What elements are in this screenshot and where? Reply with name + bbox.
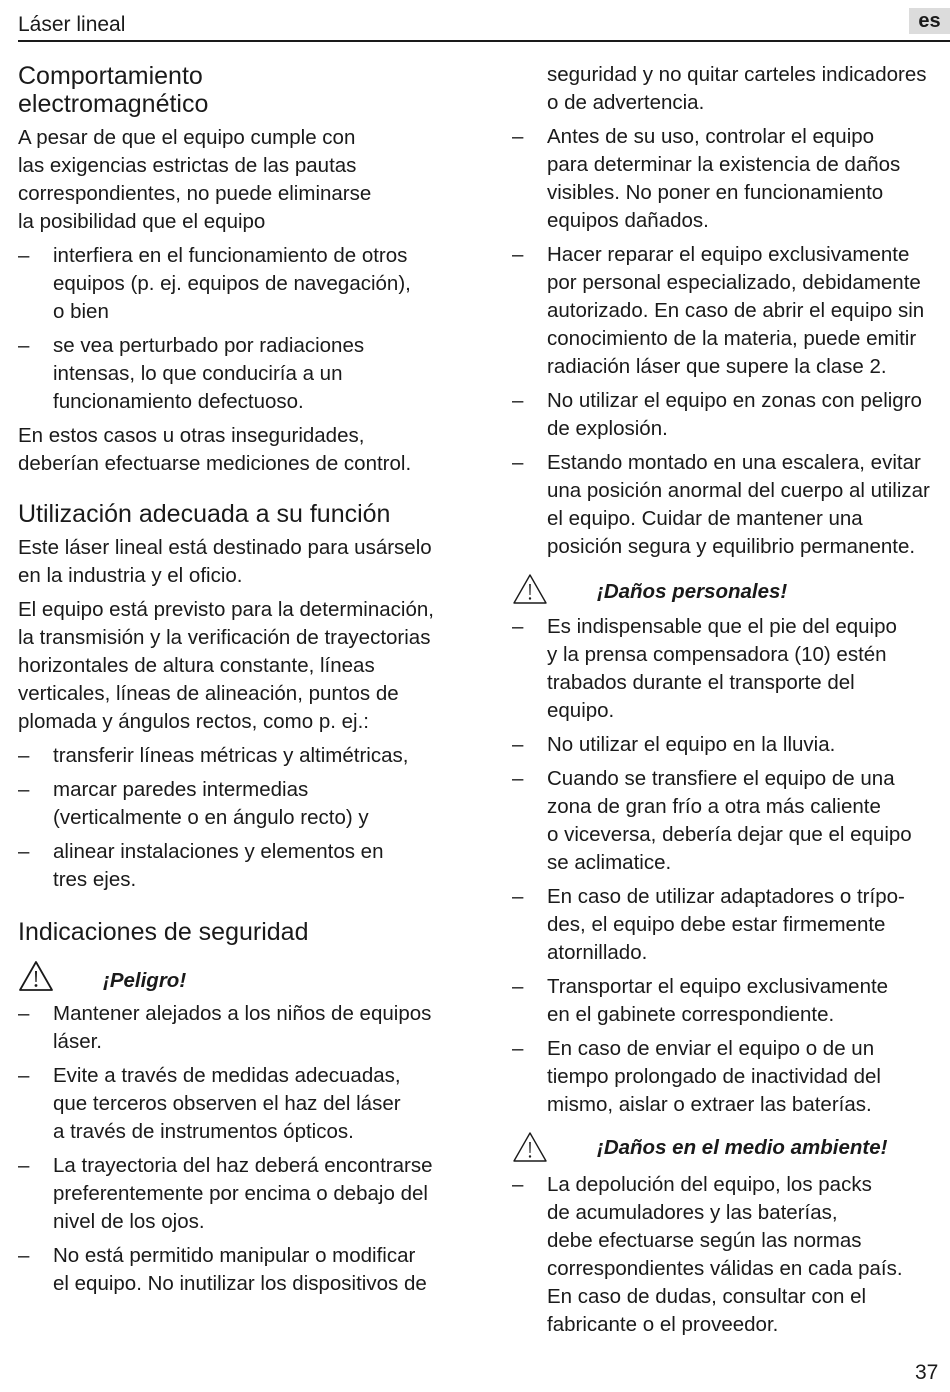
intended-use-para1: [18, 534, 458, 590]
list-item: [512, 387, 950, 443]
text-line: en la industria y el oficio.: [18, 564, 243, 587]
dash-bullet: –: [512, 243, 524, 266]
text-line: correspondientes válidas en cada país.: [547, 1257, 903, 1280]
list-item: [512, 449, 950, 561]
text-line: visibles. No poner en funcionamiento: [547, 181, 884, 204]
text-line: equipos (p. ej. equipos de navegación),: [53, 272, 411, 295]
text-line: Este láser lineal está destinado para usárselo: [18, 536, 432, 559]
list-item: [512, 1035, 950, 1119]
text-line: Cuando se transfiere el equipo de una: [547, 767, 895, 790]
right-column: [512, 61, 950, 1339]
text-line: a través de instrumentos ópticos.: [53, 1120, 354, 1143]
text-line: láser.: [53, 1030, 102, 1053]
dash-bullet: –: [512, 885, 524, 908]
text-line: posición segura y equilibrio permanente.: [547, 535, 916, 558]
text-line: el equipo. Cuidar de mantener una: [547, 507, 863, 530]
dash-bullet: –: [18, 1244, 30, 1267]
text-line: nivel de los ojos.: [53, 1210, 205, 1233]
text-line: zona de gran frío a otra más caliente: [547, 795, 881, 818]
list-item: [18, 242, 458, 326]
text-line: No está permitido manipular o modificar: [53, 1244, 416, 1267]
text-line: marcar paredes intermedias: [53, 778, 309, 801]
text-line: La depolución del equipo, los packs: [547, 1173, 872, 1196]
dash-bullet: –: [18, 244, 30, 267]
warning-triangle-icon: [512, 573, 548, 605]
warning-triangle-icon: [18, 960, 54, 992]
text-line: En caso de enviar el equipo o de un: [547, 1037, 875, 1060]
text-line: que terceros observen el haz del láser: [53, 1092, 401, 1115]
text-line: por personal especializado, debidamente: [547, 271, 921, 294]
list-item: [512, 731, 950, 759]
text-line: o bien: [53, 300, 109, 323]
text-line: En estos casos u otras inseguridades,: [18, 424, 365, 447]
text-line: A pesar de que el equipo cumple con: [18, 126, 356, 149]
text-line: Estando montado en una escalera, evitar: [547, 451, 921, 474]
text-line: y la prensa compensadora (10) estén: [547, 643, 887, 666]
text-line: tiempo prolongado de inactividad del: [547, 1065, 881, 1088]
text-line: las exigencias estrictas de las pautas: [18, 154, 357, 177]
text-line: trabados durante el transporte del: [547, 671, 855, 694]
warning-triangle-icon: [512, 1131, 548, 1163]
text-line: atornillado.: [547, 941, 648, 964]
dash-bullet: –: [512, 767, 524, 790]
left-column: [18, 62, 458, 1298]
list-item: [18, 742, 458, 770]
text-line: En caso de utilizar adaptadores o trípo-: [547, 885, 905, 908]
warning-label-environment: ¡Daños en el medio ambiente!: [597, 1136, 888, 1159]
section-heading-safety: Indicaciones de seguridad: [18, 918, 309, 946]
text-line: Transportar el equipo exclusivamente: [547, 975, 889, 998]
dash-bullet: –: [512, 1173, 524, 1196]
text-line: de explosión.: [547, 417, 668, 440]
section-heading-emc: [18, 62, 458, 118]
text-line: Es indispensable que el pie del equipo: [547, 615, 897, 638]
dash-bullet: –: [18, 1154, 30, 1177]
language-badge: es: [909, 8, 950, 34]
dash-bullet: –: [512, 733, 524, 756]
text-line: equipos dañados.: [547, 209, 709, 232]
list-item: [512, 883, 950, 967]
text-line: o de advertencia.: [547, 91, 705, 114]
text-line: Evite a través de medidas adecuadas,: [53, 1064, 401, 1087]
warning-personal-injury: [512, 573, 950, 613]
page-number: 37: [915, 1361, 939, 1384]
warning-danger: [18, 960, 458, 1000]
dash-bullet: –: [512, 975, 524, 998]
text-line: No utilizar el equipo en zonas con peligro: [547, 389, 922, 412]
dash-bullet: –: [18, 744, 30, 767]
text-line: horizontales de altura constante, líneas: [18, 654, 375, 677]
text-line: radiación láser que supere la clase 2.: [547, 355, 887, 378]
list-item: [18, 1062, 458, 1146]
text-line: (verticalmente o en ángulo recto) y: [53, 806, 369, 829]
text-line: fabricante o el proveedor.: [547, 1313, 779, 1336]
heading-line: Comportamiento: [18, 62, 203, 90]
dash-bullet: –: [512, 451, 524, 474]
text-line: se aclimatice.: [547, 851, 672, 874]
running-header-title: Láser lineal: [18, 13, 126, 36]
text-line: autorizado. En caso de abrir el equipo sin: [547, 299, 925, 322]
dash-bullet: –: [512, 615, 524, 638]
dash-bullet: –: [18, 840, 30, 863]
list-item: [512, 613, 950, 725]
text-line: transferir líneas métricas y altimétricas,: [53, 744, 409, 767]
dash-bullet: –: [18, 778, 30, 801]
text-line: Mantener alejados a los niños de equipos: [53, 1002, 432, 1025]
text-line: la transmisión y la verificación de trayectorias: [18, 626, 431, 649]
text-line: interfiera en el funcionamiento de otros: [53, 244, 408, 267]
text-line: tres ejes.: [53, 868, 137, 891]
text-line: Antes de su uso, controlar el equipo: [547, 125, 875, 148]
section-heading-intended-use: Utilización adecuada a su función: [18, 500, 391, 528]
dash-bullet: –: [18, 1002, 30, 1025]
text-line: conocimiento de la materia, puede emitir: [547, 327, 917, 350]
list-item: [18, 1242, 458, 1298]
list-item: [512, 765, 950, 877]
heading-line: electromagnético: [18, 90, 209, 118]
emc-intro: [18, 124, 458, 236]
text-line: verticales, líneas de alineación, puntos de: [18, 682, 399, 705]
header-divider: [18, 40, 950, 42]
list-item: [18, 332, 458, 416]
list-item: [18, 1152, 458, 1236]
text-line: de acumuladores y las baterías,: [547, 1201, 838, 1224]
text-line: No utilizar el equipo en la lluvia.: [547, 733, 836, 756]
text-line: correspondientes, no puede eliminarse: [18, 182, 372, 205]
dash-bullet: –: [512, 125, 524, 148]
dash-bullet: –: [512, 1037, 524, 1060]
list-item: [512, 1171, 950, 1339]
list-item: [512, 973, 950, 1029]
text-line: la posibilidad que el equipo: [18, 210, 266, 233]
text-line: para determinar la existencia de daños: [547, 153, 901, 176]
warning-label-personal: ¡Daños personales!: [597, 580, 788, 603]
intended-use-para2: [18, 596, 458, 736]
text-line: intensas, lo que conduciría a un: [53, 362, 343, 385]
list-item: [512, 123, 950, 235]
list-item: [512, 241, 950, 381]
text-line: seguridad y no quitar carteles indicadores: [547, 63, 927, 86]
dash-bullet: –: [18, 334, 30, 357]
list-item: [18, 838, 458, 894]
text-line: en el gabinete correspondiente.: [547, 1003, 835, 1026]
text-line: equipo.: [547, 699, 615, 722]
text-line: mismo, aislar o extraer las baterías.: [547, 1093, 872, 1116]
text-line: preferentemente por encima o debajo del: [53, 1182, 428, 1205]
warning-environment: [512, 1131, 950, 1171]
text-line: funcionamiento defectuoso.: [53, 390, 304, 413]
text-line: alinear instalaciones y elementos en: [53, 840, 384, 863]
dash-bullet: –: [18, 1064, 30, 1087]
text-line: deberían efectuarse mediciones de control.: [18, 452, 412, 475]
text-line: plomada y ángulos rectos, como p. ej.:: [18, 710, 369, 733]
list-item: [18, 776, 458, 832]
text-line: El equipo está previsto para la determinación,: [18, 598, 434, 621]
list-item: [18, 1000, 458, 1056]
warning-label-danger: ¡Peligro!: [103, 969, 187, 992]
text-line: Hacer reparar el equipo exclusivamente: [547, 243, 910, 266]
list-item-continuation: [512, 61, 950, 117]
dash-bullet: –: [512, 389, 524, 412]
text-line: una posición anormal del cuerpo al utilizar: [547, 479, 930, 502]
text-line: se vea perturbado por radiaciones: [53, 334, 365, 357]
text-line: debe efectuarse según las normas: [547, 1229, 862, 1252]
emc-closing: [18, 422, 458, 478]
text-line: o viceversa, debería dejar que el equipo: [547, 823, 912, 846]
text-line: La trayectoria del haz deberá encontrarse: [53, 1154, 433, 1177]
text-line: el equipo. No inutilizar los dispositivos de: [53, 1272, 427, 1295]
text-line: des, el equipo debe estar firmemente: [547, 913, 886, 936]
text-line: En caso de dudas, consultar con el: [547, 1285, 867, 1308]
